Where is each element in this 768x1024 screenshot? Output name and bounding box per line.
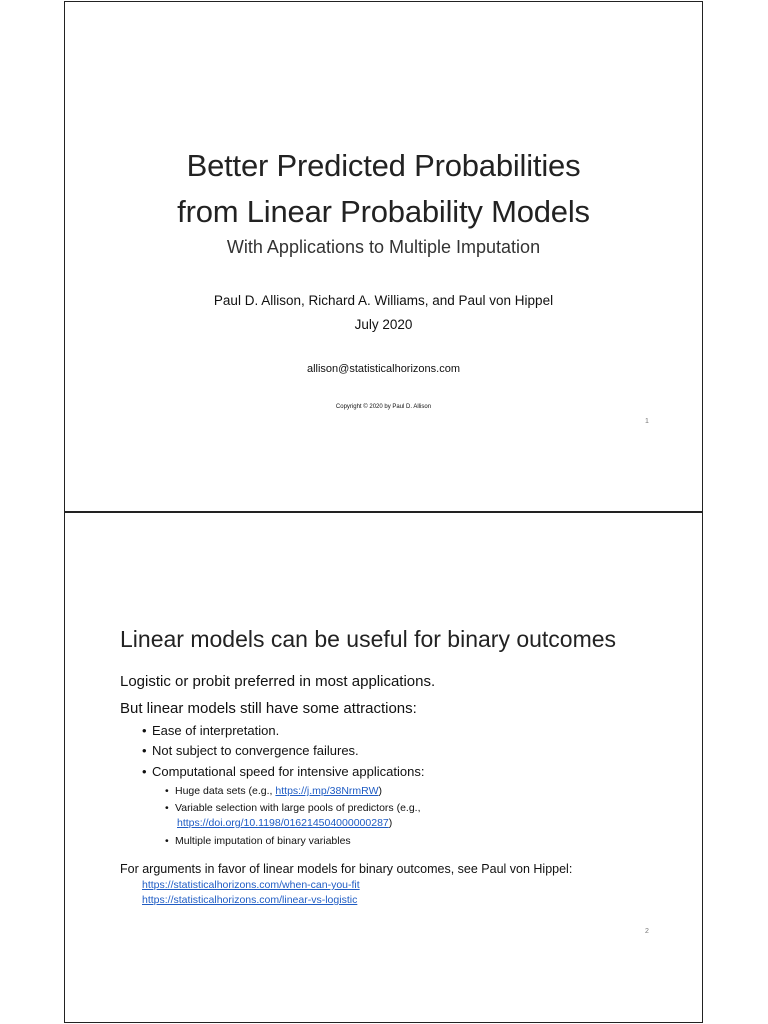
bullet-item (142, 764, 424, 779)
bullet-icon: • (142, 743, 147, 758)
subtitle: With Applications to Multiple Imputation (226, 237, 541, 257)
sub-bullet-item (165, 835, 351, 847)
sub-bullet-text: Huge data sets (e.g., (175, 785, 276, 797)
intro-line-2: But linear models still have some attractions: (120, 700, 417, 717)
when-can-you-fit-link[interactable]: https://statisticalhorizons.com/when-can-you-fit (142, 879, 360, 891)
linear-vs-logistic-link[interactable]: https://statisticalhorizons.com/linear-vs-logistic (142, 894, 358, 906)
email: allison@statisticalhorizons.com (306, 363, 460, 375)
page-number: 1 (645, 418, 649, 425)
intro-line-1: Logistic or probit preferred in most applications. (120, 673, 436, 690)
content-slide (64, 512, 703, 1023)
bullet-icon: • (142, 764, 147, 779)
bullet-text: Not subject to convergence failures. (152, 743, 359, 758)
title-slide (64, 1, 703, 512)
arguments-text: For arguments in favor of linear models for binary outcomes, see Paul von Hippel: (120, 862, 573, 876)
date: July 2020 (354, 317, 413, 332)
bullet-item (142, 743, 359, 758)
sub-bullet-item: • Huge data sets (e.g., https://j.mp/38NrmRW) (165, 785, 382, 797)
sub-bullet-continuation: https://doi.org/10.1198/016214504000000287) (177, 817, 393, 829)
sub-bullet-item (165, 802, 421, 814)
page-number: 2 (645, 928, 649, 935)
bullet-text: Computational speed for intensive applications: (152, 764, 425, 779)
sub-bullet-text: Variable selection with large pools of predictors (e.g., (175, 802, 421, 814)
bullet-icon: • (165, 802, 169, 814)
bullet-item (142, 723, 279, 738)
title-line-1: Better Predicted Probabilities (186, 148, 581, 183)
data-sets-link[interactable]: https://j.mp/38NrmRW (275, 785, 379, 797)
authors: Paul D. Allison, Richard A. Williams, and Paul von Hippel (213, 293, 554, 308)
slide-heading: Linear models can be useful for binary outcomes (120, 626, 617, 652)
bullet-icon: • (165, 785, 169, 797)
bullet-icon: • (165, 835, 169, 847)
bullet-text: Ease of interpretation. (152, 723, 280, 738)
bullet-icon: • (142, 723, 147, 738)
doi-link[interactable]: https://doi.org/10.1198/016214504000000287 (177, 817, 389, 829)
copyright: Copyright © 2020 by Paul D. Allison (335, 404, 432, 410)
sub-bullet-text: Multiple imputation of binary variables (175, 835, 351, 847)
title-line-2: from Linear Probability Models (177, 194, 590, 229)
